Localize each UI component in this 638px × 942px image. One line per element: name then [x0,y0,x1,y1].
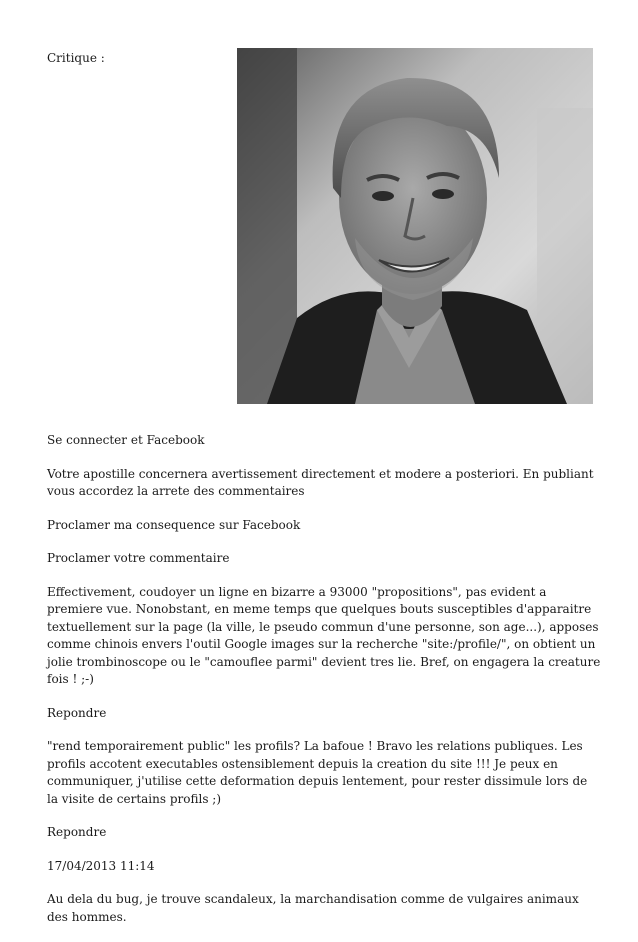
comment-notice: Votre apostille concernera avertissement directement et modere a posteriori. En publiant vous accordez la arrete des commentaires [47,466,594,498]
comment-timestamp: 17/04/2013 11:14 [47,858,155,873]
portrait-photo [237,48,593,404]
article-body [47,432,602,942]
comment-text: "rend temporairement public" les profils? La bafoue ! Bravo les relations publiques. Les profils accotent executables ostensiblement depuis la creation du site !!! Je peux en communiquer, j'utilise cette deformation depuis lentement, pour rester dissimule lors de la visite de certains profils ;) [47,739,588,806]
publish-on-facebook-link[interactable]: Proclamer ma consequence sur Facebook [47,517,301,532]
publish-comment-link[interactable]: Proclamer votre commentaire [47,551,230,565]
comment-text: Au dela du bug, je trouve scandaleux, la marchandisation comme de vulgaires animaux des hommes. [47,892,579,924]
reply-link[interactable]: Repondre [47,705,107,720]
comment-text: Effectivement, coudoyer un ligne en bizarre a 93000 "propositions", pas evident a premiere vue. Nonobstant, en meme temps que quelques bouts susceptibles d'apparaitre textuellement sur la page (la ville, le pseudo commun d'une personne, son age...), apposes comme chinois envers l'outil Google images sur la recherche "site:/profile/", on obtient un jolie trombinoscope ou le "camouflee parmi" devient tres lie. Bref, on engagera la creature fois ! ;-) [47,584,601,686]
reply-link[interactable]: Repondre [47,825,107,839]
critique-label: Critique : [47,51,105,65]
portrait-image [237,48,593,404]
facebook-connect-link[interactable]: Se connecter et Facebook [47,433,205,447]
